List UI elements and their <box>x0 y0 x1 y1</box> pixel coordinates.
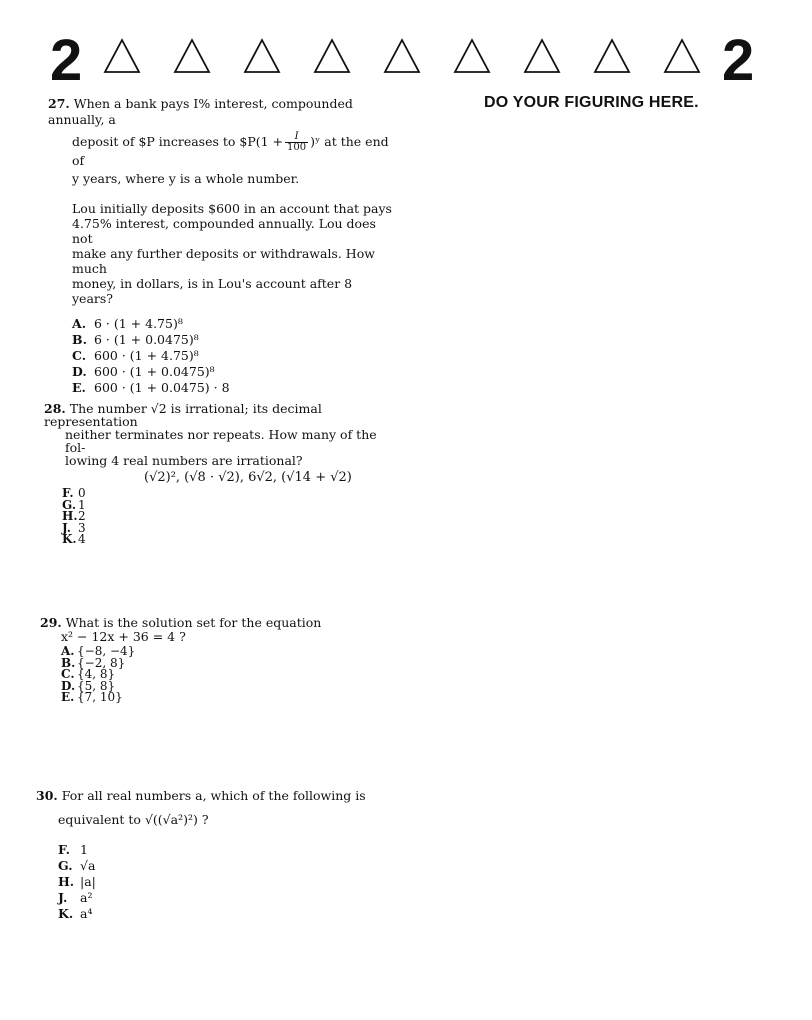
choices-28 <box>62 488 389 546</box>
answer-choice[interactable]: A. {−8, −4} <box>61 644 136 658</box>
radical-expression: √((√a²)²) <box>144 812 198 827</box>
answer-choice[interactable]: F. 0 <box>62 486 86 500</box>
question-number: 29. <box>40 615 62 630</box>
answer-choice[interactable]: G. 1 <box>62 497 86 512</box>
triangle-icon <box>103 38 141 74</box>
answer-choice[interactable]: B. {−2, 8} <box>61 655 126 670</box>
triangle-icon <box>593 38 631 74</box>
answer-choice[interactable]: H. |a| <box>58 874 96 889</box>
question-27-prompt: Lou initially deposits $600 in an account that pays 4.75% interest, compounded annually. Lou does not make any further deposits or withdrawals. How much money, in dollars, is in Lou's account after 8 years? <box>72 201 392 306</box>
triangle-icon <box>313 38 351 74</box>
answer-choice[interactable]: K.4 <box>62 532 86 546</box>
question-number: 30. <box>36 788 58 803</box>
equation: x² − 12x + 36 = 4 ? <box>61 629 186 644</box>
triangle-icon <box>523 38 561 74</box>
question-number: 28. <box>44 401 66 416</box>
answer-choice[interactable]: D. {5, 8} <box>61 678 116 693</box>
page-number-left: 2 <box>50 28 83 93</box>
triangle-icon <box>173 38 211 74</box>
answer-choice[interactable]: B. 6 · (1 + 0.0475)⁸ <box>72 332 199 347</box>
triangle-icon <box>383 38 421 74</box>
fraction: $\frac{I}{100}$ <box>287 131 307 153</box>
question-number: 27. <box>48 96 70 111</box>
answer-choice[interactable]: J. a² <box>58 890 93 905</box>
figuring-label: DO YOUR FIGURING HERE. <box>484 94 699 111</box>
answer-choice[interactable]: F. 1 <box>58 842 88 857</box>
choices-30 <box>58 842 396 922</box>
question-27 <box>48 96 393 396</box>
choices-29 <box>61 646 385 704</box>
page-number-right: 2 <box>722 28 755 93</box>
answer-choice[interactable]: C. 600 · (1 + 4.75)⁸ <box>72 348 199 363</box>
answer-choice[interactable]: E. 600 · (1 + 0.0475) · 8 <box>72 380 230 395</box>
question-30-equivalent: equivalent to √((√a²)²) ? <box>58 812 209 827</box>
answer-choice[interactable]: J. 3 <box>62 520 86 535</box>
answer-choice[interactable]: C. {4, 8} <box>61 667 116 681</box>
question-30: 30. For all real numbers a, which of the following is equivalent to √((√a²)²) ? F. 1 G. √a H. |a| J. a² K. a⁴ <box>36 788 396 922</box>
question-27-intro-line-2: deposit of $P increases to $P(1 + $\frac{I}{100}$ )ʸ at the end of <box>72 131 389 168</box>
question-27-intro-line-1: 27. When a bank pays I% interest, compounded annually, a <box>48 96 353 127</box>
question-29: 29. What is the solution set for the equation x² − 12x + 36 = 4 ? A. {−8, −4} B. {−2, 8} C. {4, 8} D. {5, 8} E. {7, 10} <box>40 616 385 704</box>
answer-choice[interactable]: K. a⁴ <box>58 906 93 921</box>
question-27-intro-line-3: y years, where y is a whole number. <box>72 171 300 186</box>
answer-choice[interactable]: G. √a <box>58 858 96 873</box>
expression: (√2)², (√8 · √2), 6√2, (√14 + √2) <box>144 470 352 485</box>
answer-choice[interactable]: A. 6 · (1 + 4.75)⁸ <box>72 316 183 331</box>
choices-27 <box>72 316 393 396</box>
triangle-icon <box>453 38 491 74</box>
answer-choice[interactable]: E. {7, 10} <box>61 690 123 704</box>
answer-choice[interactable]: D. 600 · (1 + 0.0475)⁸ <box>72 364 215 379</box>
triangle-icon <box>243 38 281 74</box>
triangle-icon <box>663 38 701 74</box>
question-28: 28. The number √2 is irrational; its decimal representation neither terminates nor repeats. How many of the fol- lowing 4 real numbers are irrational? (√2)², (√8 · √2), 6√2, (√14 + √2) F. 0 G. 1 H.2 J. 3 K.4 <box>44 402 389 546</box>
answer-choice[interactable]: H.2 <box>62 509 86 523</box>
